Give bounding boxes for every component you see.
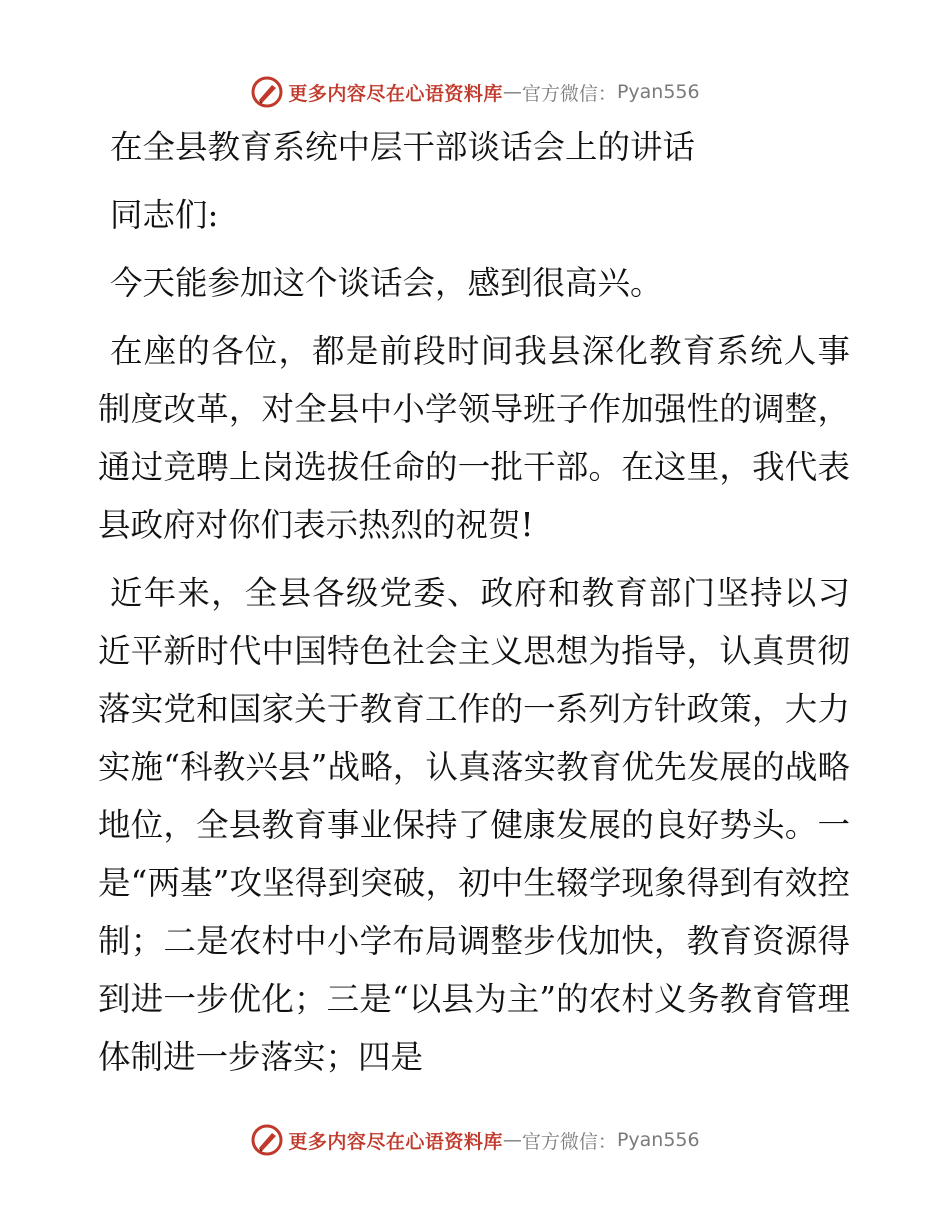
document-body: [98, 118, 850, 1096]
watermark-brand-text: 更多内容尽在心语资料库: [288, 82, 503, 105]
watermark-dash: —: [502, 81, 522, 103]
greeting: 同志们:: [110, 196, 219, 234]
paragraph: 在座的各位，都是前段时间我县深化教育系统人事制度改革，对全县中小学领导班子作加强性的调整，通过竞聘上岗选拔任命的一批干部。在这里，我代表县政府对你们表示热烈的祝贺!: [98, 332, 850, 544]
watermark-wechat-label: 官方微信：: [521, 82, 617, 105]
watermark-banner-bottom: [0, 1120, 950, 1160]
pen-logo-icon: [250, 75, 284, 109]
watermark-wechat-id: Pyan556: [616, 81, 700, 103]
paragraph: 今天能参加这个谈话会，感到很高兴。: [110, 264, 663, 302]
watermark-dash: —: [502, 1129, 522, 1151]
watermark-wechat-id: Pyan556: [616, 1129, 700, 1151]
document-title: 在全县教育系统中层干部谈话会上的讲话: [110, 128, 696, 166]
watermark-wechat-label: 官方微信：: [521, 1130, 617, 1153]
watermark-banner-top: [0, 72, 950, 112]
watermark-brand-text: 更多内容尽在心语资料库: [288, 1130, 503, 1153]
pen-logo-icon: [250, 1123, 284, 1157]
paragraph: 近年来，全县各级党委、政府和教育部门坚持以习近平新时代中国特色社会主义思想为指导，认真贯彻落实党和国家关于教育工作的一系列方针政策，大力实施“科教兴县”战略，认真落实教育优先发展的战略地位，全县教育事业保持了健康发展的良好势头。一是“两基”攻坚得到突破，初中生辍学现象得到有效控制；二是农村中小学布局调整步伐加快，教育资源得到进一步优化；三是“以县为主”的农村义务教育管理体制进一步落实；四是: [98, 574, 850, 1076]
